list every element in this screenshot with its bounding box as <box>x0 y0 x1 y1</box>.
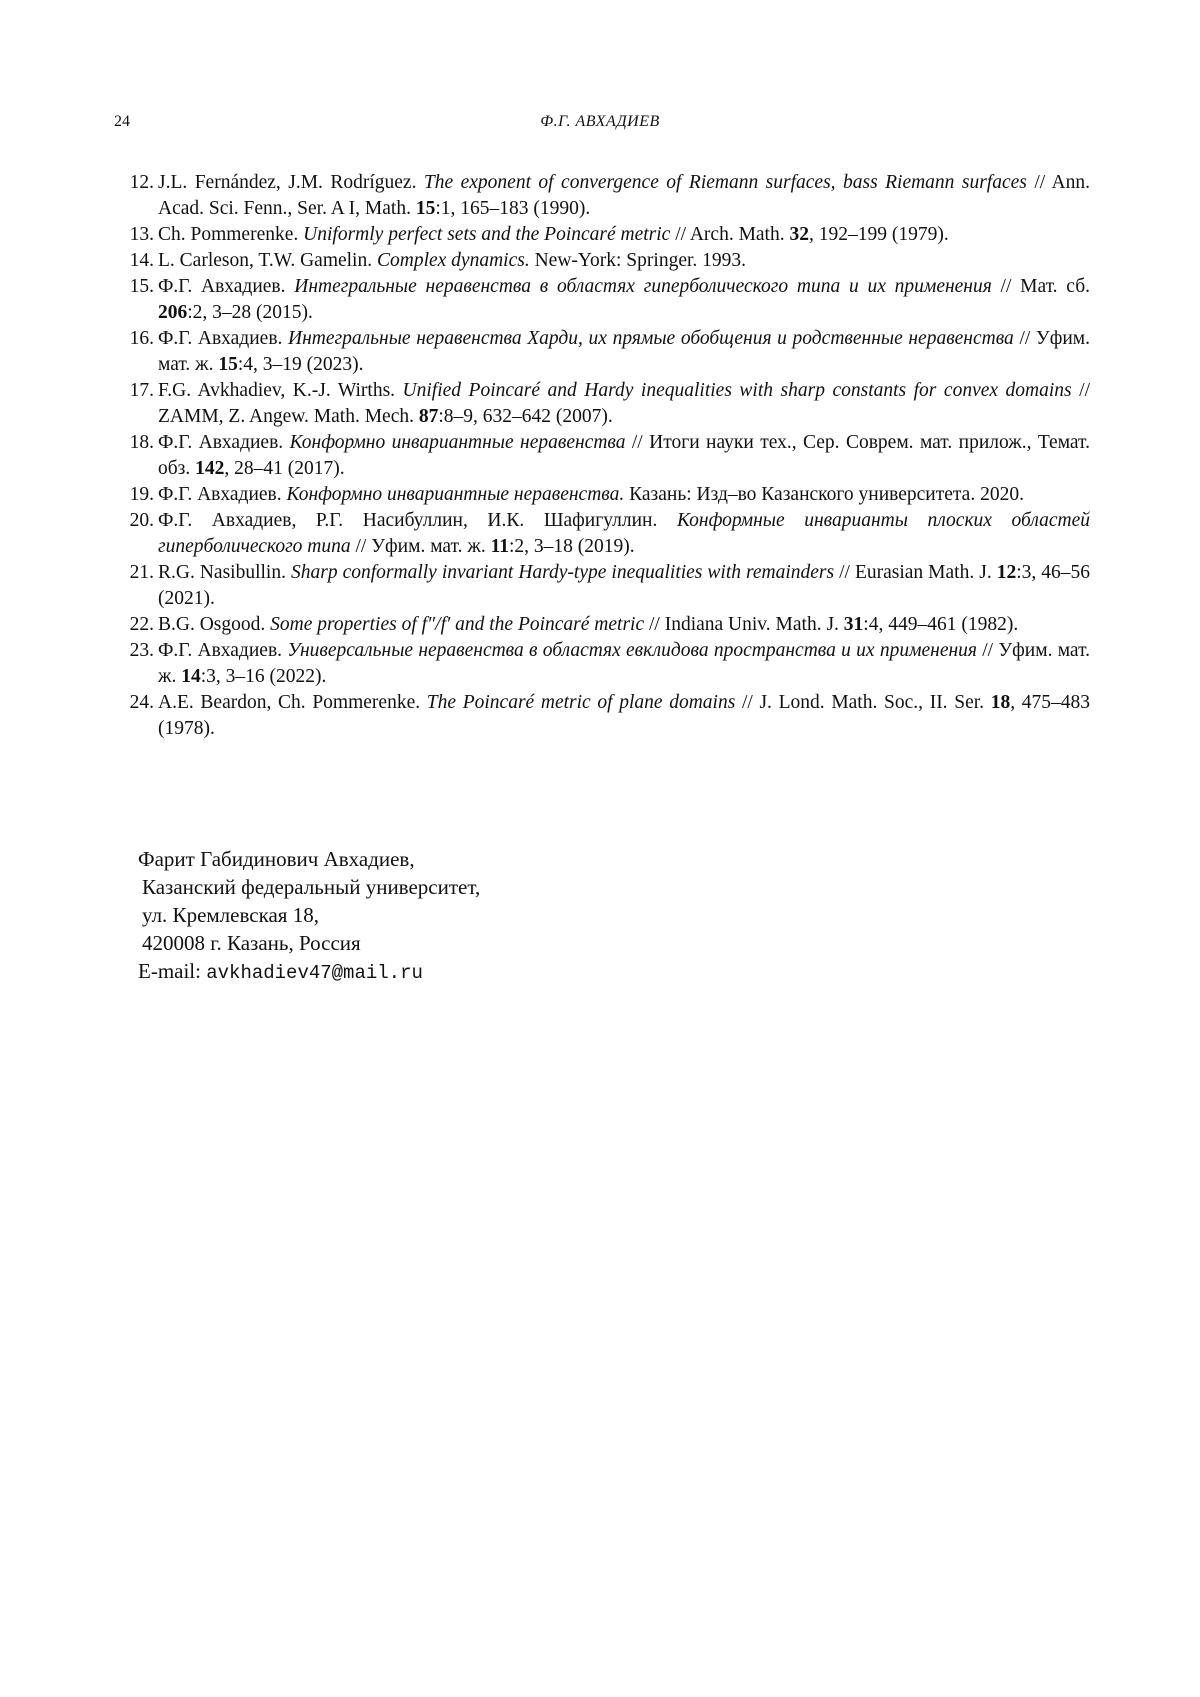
reference-segment: , 475–483 (1978). <box>158 692 1091 739</box>
email-label: E-mail: <box>138 959 201 983</box>
author-university: Казанский федеральный университет, <box>142 875 481 899</box>
email-address[interactable]: avkhadiev47@mail.ru <box>206 962 423 984</box>
reference-volume: 15 <box>415 198 436 219</box>
reference-item <box>118 326 1090 378</box>
reference-segment: Казань: Изд–во Казанского университета. 2020. <box>624 484 1024 505</box>
reference-segment: // Уфим. мат. ж. <box>158 328 1091 375</box>
reference-item <box>118 690 1090 742</box>
reference-segment: Ф.Г. Авхадиев. <box>158 328 289 349</box>
reference-title: Интегральные неравенства Харди, их прямые обобщения и родственные неравенства <box>288 328 1014 349</box>
reference-segment: Ф.Г. Авхадиев. <box>158 276 295 297</box>
reference-text <box>158 172 1090 219</box>
reference-title: Sharp conformally invariant Hardy-type inequalities with remainders <box>290 562 835 583</box>
reference-volume: 142 <box>195 458 225 479</box>
reference-item <box>118 560 1090 612</box>
reference-segment: B.G. Osgood. <box>158 614 271 635</box>
reference-segment: F.G. Avkhadiev, K.-J. Wirths. <box>158 380 403 401</box>
reference-segment: // ZAMM, Z. Angew. Math. Mech. <box>158 380 1090 427</box>
reference-volume: 31 <box>843 614 864 635</box>
reference-segment: // Мат. сб. <box>991 276 1090 297</box>
reference-title: The Poincaré metric of plane domains <box>426 692 736 713</box>
reference-volume: 32 <box>789 224 809 245</box>
reference-number: 22 . <box>118 612 154 638</box>
reference-text <box>158 328 1090 375</box>
author-name: Фарит Габидинович Авхадиев, <box>138 847 415 871</box>
reference-volume: 206 <box>158 302 188 323</box>
author-street: ул. Кремлевская 18, <box>142 903 319 927</box>
reference-segment: L. Carleson, T.W. Gamelin. <box>158 250 377 271</box>
reference-number: 17 . <box>118 378 154 404</box>
reference-segment: :3, 3–16 (2022). <box>200 666 327 687</box>
reference-segment: :1, 165–183 (1990). <box>435 198 591 219</box>
reference-volume: 87 <box>418 406 439 427</box>
reference-title: Универсальные неравенства в областях евклидова пространства и их применения <box>287 640 977 661</box>
reference-number: 15 . <box>118 274 154 300</box>
reference-item <box>118 508 1090 560</box>
reference-title: Интегральные неравенства в областях гиперболического типа и их применения <box>294 276 992 297</box>
reference-segment: J.L. Fernández, J.M. Rodríguez. <box>158 172 424 193</box>
reference-segment: // Arch. Math. <box>670 224 790 245</box>
author-email-line <box>138 957 480 987</box>
reference-item <box>118 378 1090 430</box>
reference-segment: A.E. Beardon, Ch. Pommerenke. <box>158 692 427 713</box>
reference-segment: :2, 3–28 (2015). <box>187 302 313 323</box>
reference-segment: :2, 3–18 (2019). <box>509 536 635 557</box>
reference-item <box>118 274 1090 326</box>
reference-volume: 15 <box>218 354 238 375</box>
reference-title: Unified Poincaré and Hardy inequalities with sharp constants for convex domains <box>402 380 1072 401</box>
reference-title: Конформно инвариантные неравенства. <box>286 484 625 505</box>
reference-text <box>158 276 1090 323</box>
reference-title: Конформно инвариантные неравенства <box>289 432 626 453</box>
page-number: 24 <box>114 113 130 130</box>
reference-segment: Ф.Г. Авхадиев, Р.Г. Насибуллин, И.К. Шафигуллин. <box>158 510 677 531</box>
reference-title: Complex dynamics. <box>376 250 530 271</box>
reference-volume: 11 <box>490 536 510 557</box>
reference-title: Some properties of f″/f′ and the Poincaré metric <box>270 614 645 635</box>
reference-number: 16 . <box>118 326 154 352</box>
reference-segment: New-York: Springer. 1993. <box>529 250 747 271</box>
reference-segment: // Уфим. мат. ж. <box>350 536 491 557</box>
reference-title: The exponent of convergence of Riemann surfaces, bass Riemann surfaces <box>423 172 1027 193</box>
reference-segment: , 192–199 (1979). <box>808 224 949 245</box>
reference-volume: 12 <box>996 562 1017 583</box>
reference-text <box>158 692 1090 739</box>
reference-text <box>158 640 1090 687</box>
reference-number: 24 . <box>118 690 154 716</box>
reference-segment: R.G. Nasibullin. <box>158 562 291 583</box>
reference-number: 12 . <box>118 170 154 196</box>
reference-volume: 18 <box>990 692 1011 713</box>
author-affiliation <box>138 845 480 987</box>
reference-number: 19 . <box>118 482 154 508</box>
reference-text <box>158 380 1090 427</box>
reference-segment: :8–9, 632–642 (2007). <box>438 406 613 427</box>
reference-segment: // Ann. Acad. Sci. Fenn., Ser. A I, Math. <box>158 172 1090 219</box>
reference-number: 13 . <box>118 222 154 248</box>
reference-segment: , 28–41 (2017). <box>224 458 345 479</box>
reference-text <box>158 484 1024 505</box>
author-city: 420008 г. Казань, Россия <box>142 931 361 955</box>
reference-segment: :4, 449–461 (1982). <box>863 614 1019 635</box>
reference-segment: :3, 46–56 (2021). <box>158 562 1091 609</box>
reference-number: 23 . <box>118 638 154 664</box>
reference-item <box>118 248 1090 274</box>
reference-segment: Ф.Г. Авхадиев. <box>158 640 288 661</box>
reference-segment: Ф.Г. Авхадиев. <box>158 432 290 453</box>
reference-title: Конформные инварианты плоских областей гиперболического типа <box>158 510 1090 557</box>
reference-item <box>118 612 1090 638</box>
reference-segment: // Уфим. мат. ж. <box>158 640 1091 687</box>
reference-list <box>118 170 1090 742</box>
reference-item <box>118 170 1090 222</box>
reference-item <box>118 638 1090 690</box>
reference-number: 20 . <box>118 508 154 534</box>
reference-text <box>158 224 949 245</box>
reference-text <box>158 562 1090 609</box>
reference-text <box>158 614 1018 635</box>
reference-number: 18 . <box>118 430 154 456</box>
reference-segment: Ch. Pommerenke. <box>158 224 304 245</box>
reference-volume: 14 <box>181 666 201 687</box>
reference-item <box>118 482 1090 508</box>
reference-text <box>158 250 746 271</box>
reference-title: Uniformly perfect sets and the Poincaré metric <box>303 224 671 245</box>
reference-text <box>158 432 1090 479</box>
reference-segment: // Итоги науки тех., Сер. Соврем. мат. прилож., Темат. обз. <box>158 432 1090 479</box>
reference-segment: // Indiana Univ. Math. J. <box>644 614 844 635</box>
reference-number: 14 . <box>118 248 154 274</box>
reference-item <box>118 430 1090 482</box>
reference-item <box>118 222 1090 248</box>
reference-text <box>158 510 1090 557</box>
running-head: Ф.Г. АВХАДИЕВ <box>540 113 660 130</box>
reference-number: 21 . <box>118 560 154 586</box>
reference-segment: :4, 3–19 (2023). <box>237 354 364 375</box>
reference-segment: Ф.Г. Авхадиев. <box>158 484 287 505</box>
reference-segment: // Eurasian Math. J. <box>834 562 997 583</box>
reference-segment: // J. Lond. Math. Soc., II. Ser. <box>735 692 991 713</box>
